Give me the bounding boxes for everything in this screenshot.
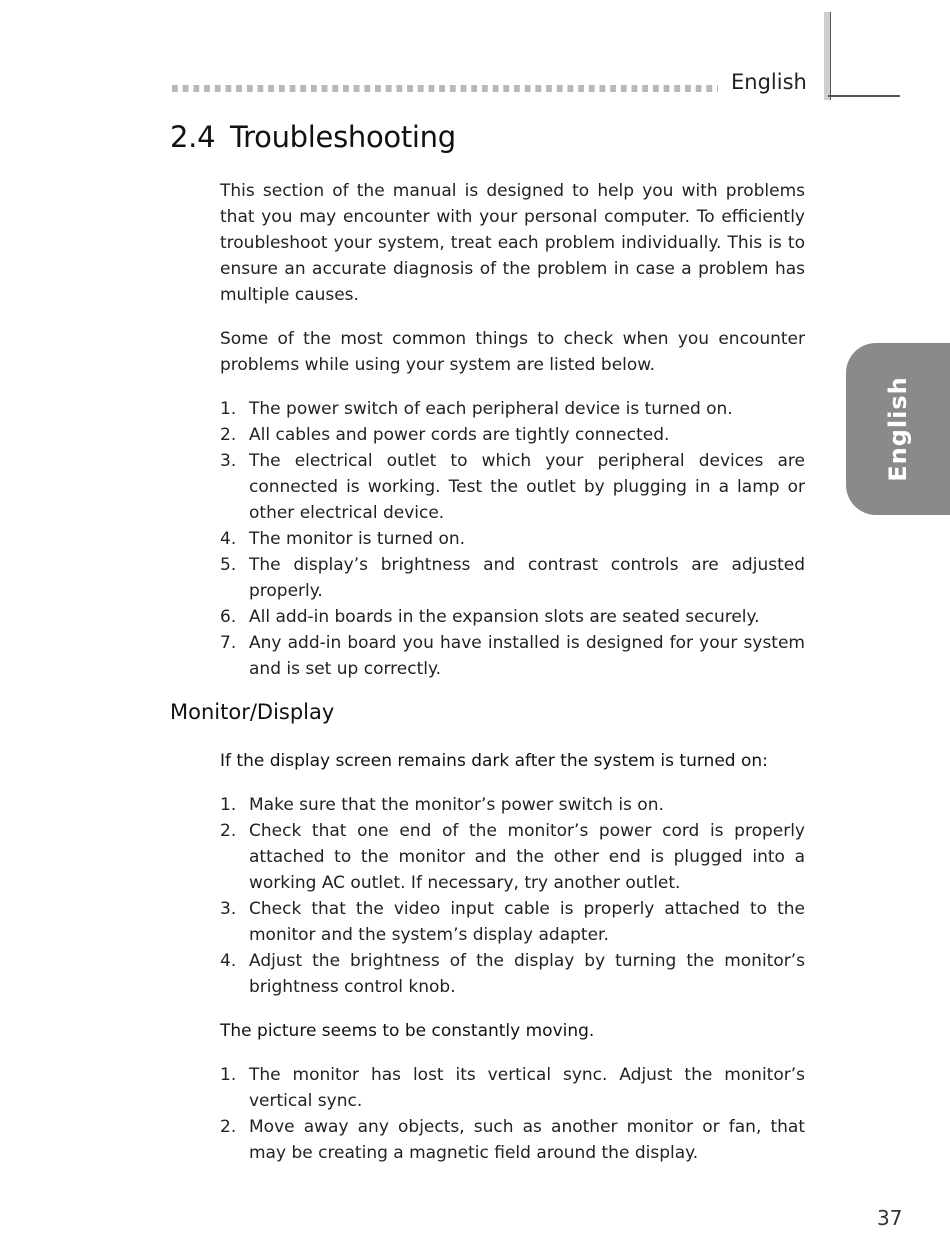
intro-content [220,178,805,682]
intro-paragraph-1: This section of the manual is designed to help you with problems that you may encounter with your personal computer. To efficiently troubleshoot your system, treat each problem individually. This is to ensure an accurate diagnosis of the problem in case a problem has multiple causes. [220,181,805,305]
list-item: 2. Check that one end of the monitor’s power cord is properly attached to the monitor and the other end is plugged into a working AC outlet. If necessary, try another outlet. [220,821,805,893]
checklist [220,396,805,682]
dark-screen-steps [220,792,805,1000]
list-item: 4. Adjust the brightness of the display by turning the monitor’s brightness control knob. [220,951,805,997]
section-number: 2.4 [170,120,216,154]
side-tab-label: English [884,376,912,482]
list-item: 4. The monitor is turned on. [220,529,466,549]
corner-mark-horizontal [828,95,900,97]
list-item: 1. The power switch of each peripheral device is turned on. [220,399,733,419]
section-heading [170,120,456,154]
corner-mark-vertical [824,12,831,100]
monitor-display-heading: Monitor/Display [170,700,335,724]
moving-picture-steps [220,1062,805,1166]
list-item: 3. The electrical outlet to which your peripheral devices are connected is working. Test the outlet by plugging in a lamp or other electrical device. [220,451,805,523]
header-language-label: English [731,70,807,94]
list-item: 3. Check that the video input cable is properly attached to the monitor and the system’s display adapter. [220,899,805,945]
list-item: 1. Make sure that the monitor’s power switch is on. [220,795,664,815]
list-item: 1. The monitor has lost its vertical sync. Adjust the monitor’s vertical sync. [220,1065,805,1111]
list-item: 2. Move away any objects, such as another monitor or fan, that may be creating a magnetic field around the display. [220,1117,805,1163]
list-item: 6. All add-in boards in the expansion slots are seated securely. [220,607,760,627]
language-side-tab [846,343,950,515]
list-item: 7. Any add-in board you have installed is designed for your system and is set up correctly. [220,633,805,679]
header-dotted-rule [172,85,718,92]
intro-paragraph-2: Some of the most common things to check when you encounter problems while using your system are listed below. [220,329,805,375]
question-moving-picture: The picture seems to be constantly moving. [220,1021,595,1041]
section-title: Troubleshooting [230,120,456,154]
list-item: 2. All cables and power cords are tightly connected. [220,425,670,445]
list-item: 5. The display’s brightness and contrast controls are adjusted properly. [220,555,805,601]
question-dark-screen: If the display screen remains dark after the system is turned on: [220,751,768,771]
page-number: 37 [877,1206,903,1230]
monitor-content [220,748,805,1166]
